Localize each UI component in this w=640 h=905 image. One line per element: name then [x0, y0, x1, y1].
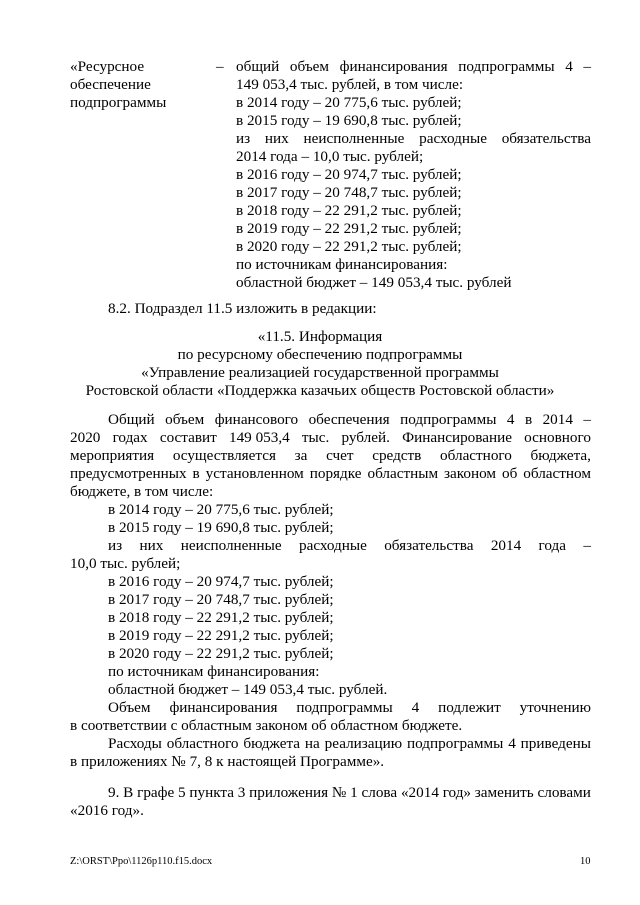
body-year-line: в 2018 году – 22 291,2 тыс. рублей;	[108, 609, 334, 626]
body-year-line: в 2016 году – 20 974,7 тыс. рублей;	[108, 573, 334, 590]
passport-line: в 2018 году – 22 291,2 тыс. рублей;	[236, 202, 462, 219]
body-year-line: в 2017 году – 20 748,7 тыс. рублей;	[108, 591, 334, 608]
body-line: по источникам финансирования:	[108, 663, 320, 680]
passport-label-1: «Ресурсное	[70, 58, 145, 75]
section-heading-line-4: Ростовской области «Поддержка казачьих обществ Ростовской области»	[85, 382, 555, 399]
passport-line: областной бюджет – 149 053,4 тыс. рублей	[236, 274, 512, 291]
passport-line: 149 053,4 тыс. рублей, в том числе:	[236, 76, 464, 93]
body-line: 10,0 тыс. рублей;	[70, 555, 181, 572]
passport-line: 2014 года – 10,0 тыс. рублей;	[236, 148, 424, 165]
passport-label-3: подпрограммы	[70, 94, 167, 111]
body-line: бюджете, в том числе:	[70, 483, 214, 500]
passport-line: в 2016 году – 20 974,7 тыс. рублей;	[236, 166, 462, 183]
body-line: областной бюджет – 149 053,4 тыс. рублей.	[108, 681, 388, 698]
item-8-2: 8.2. Подраздел 11.5 изложить в редакции:	[108, 300, 377, 317]
body-line: Расходы областного бюджета на реализацию подпрограммы 4 приведены	[108, 735, 591, 752]
body-year-line: в 2015 году – 19 690,8 тыс. рублей;	[108, 519, 334, 536]
section-heading-line-3: «Управление реализацией государственной программы	[141, 364, 499, 381]
body-year-line: в 2020 году – 22 291,2 тыс. рублей;	[108, 645, 334, 662]
body-line: 2020 годах составит 149 053,4 тыс. рублей. Финансирование основного	[70, 429, 591, 446]
passport-unfulfilled-line: из них неисполненные расходные обязательства	[236, 130, 591, 147]
page-number: 10	[580, 856, 591, 867]
passport-dash: –	[216, 58, 224, 75]
body-line: мероприятия осуществляется за счет средств областного бюджета,	[70, 447, 591, 464]
section-heading-line-1: «11.5. Информация	[257, 328, 383, 345]
body-line: Объем финансирования подпрограммы 4 подлежит уточнению	[108, 699, 591, 716]
passport-line: в 2014 году – 20 775,6 тыс. рублей;	[236, 94, 462, 111]
body-year-line: в 2019 году – 22 291,2 тыс. рублей;	[108, 627, 334, 644]
passport-line: по источникам финансирования:	[236, 256, 448, 273]
body-unfulfilled-line: из них неисполненные расходные обязательства 2014 года –	[108, 537, 591, 554]
body-line: в соответствии с областным законом об областном бюджете.	[70, 717, 463, 734]
passport-line: в 2015 году – 19 690,8 тыс. рублей;	[236, 112, 462, 129]
passport-line: в 2020 году – 22 291,2 тыс. рублей;	[236, 238, 462, 255]
body-line: предусмотренных в установленном порядке областным законом об областном	[70, 465, 591, 482]
item-9-line: «2016 год».	[70, 802, 144, 819]
body-year-line: в 2014 году – 20 775,6 тыс. рублей;	[108, 501, 334, 518]
body-line: Общий объем финансового обеспечения подпрограммы 4 в 2014 –	[108, 411, 591, 428]
body-line: в приложениях № 7, 8 к настоящей Программе».	[70, 753, 385, 770]
passport-label-2: обеспечение	[70, 76, 151, 93]
footer-file-path: Z:\ORST\Ppo\1126p110.f15.docx	[70, 856, 213, 867]
passport-line: в 2017 году – 20 748,7 тыс. рублей;	[236, 184, 462, 201]
passport-first-line: общий объем финансирования подпрограммы 4 –	[236, 58, 591, 75]
section-heading-line-2: по ресурсному обеспечению подпрограммы	[177, 346, 463, 363]
item-9-line: 9. В графе 5 пункта 3 приложения № 1 слова «2014 год» заменить словами	[108, 784, 591, 801]
passport-line: в 2019 году – 22 291,2 тыс. рублей;	[236, 220, 462, 237]
